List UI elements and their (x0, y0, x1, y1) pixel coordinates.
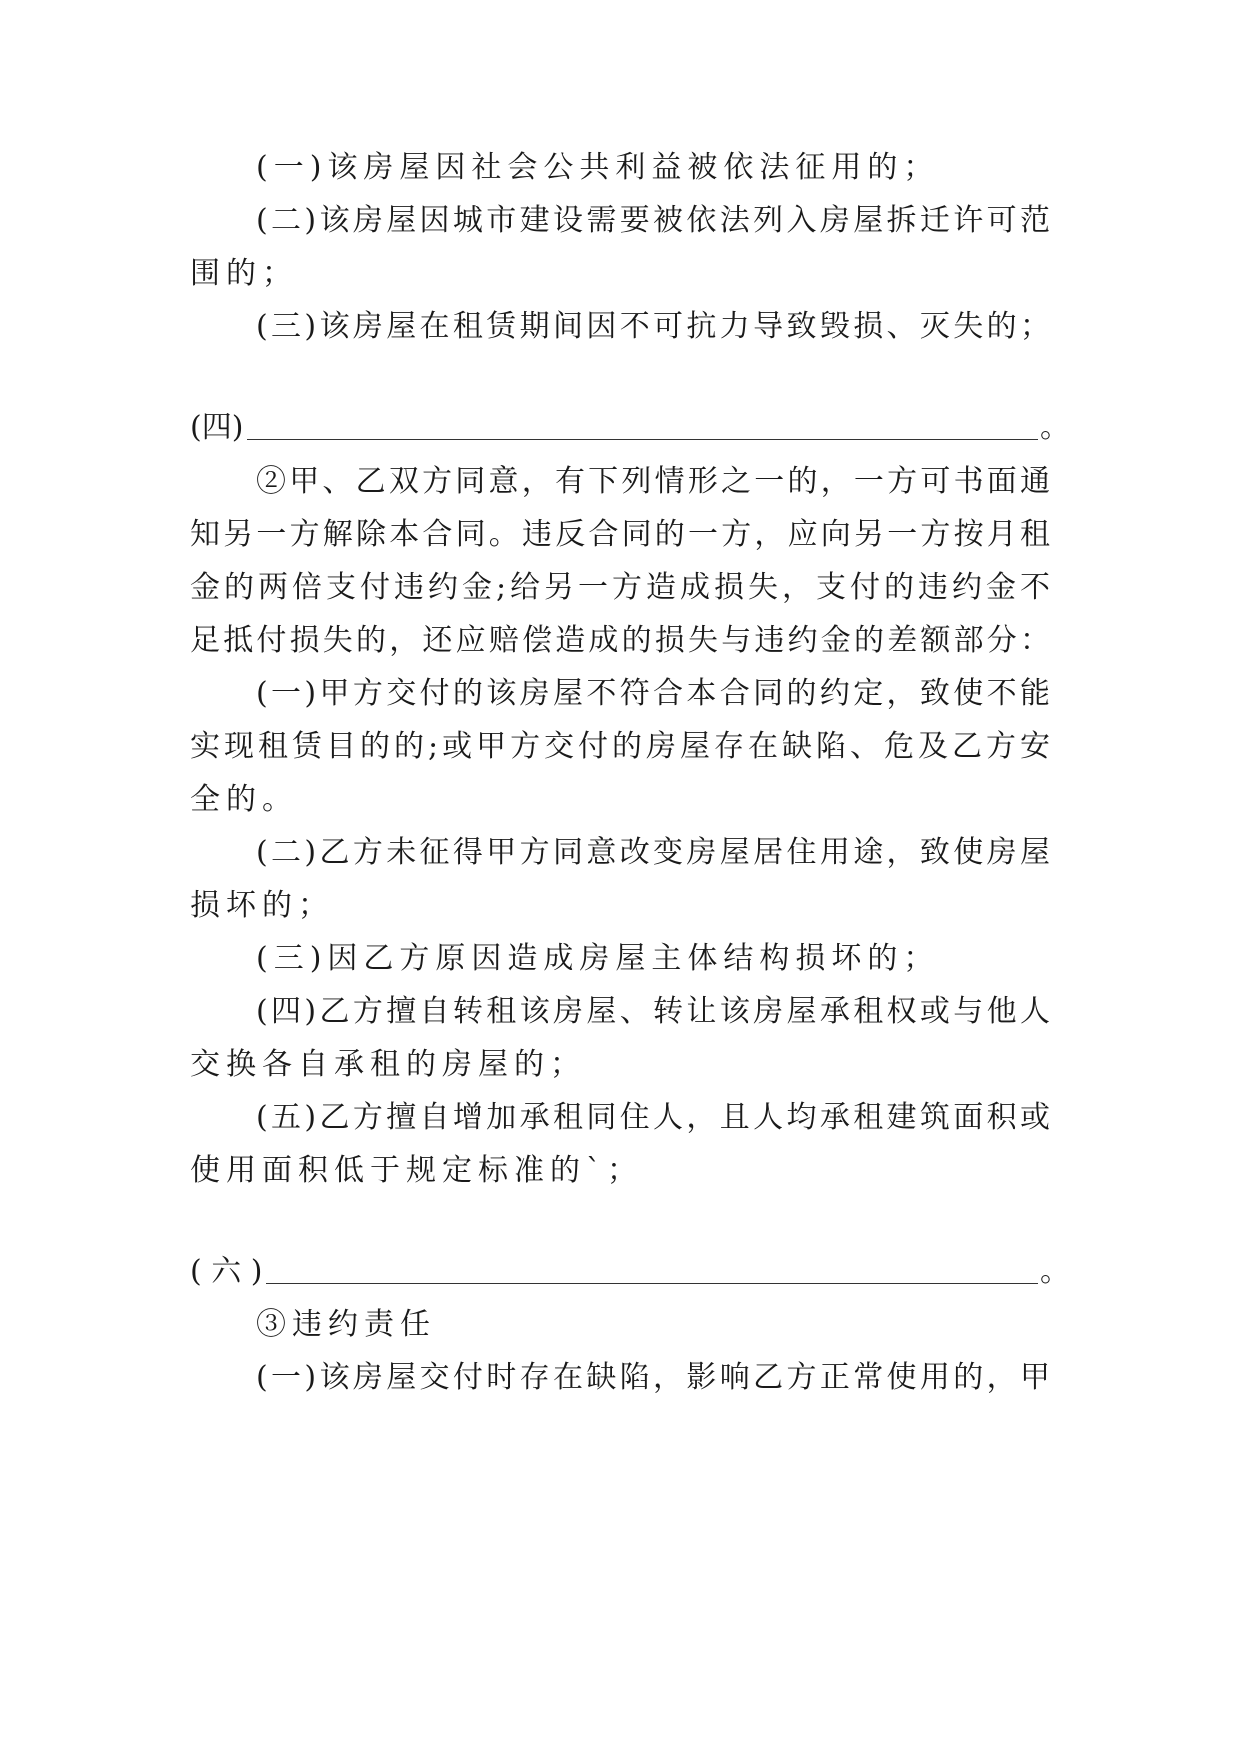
blank-end-mark: 。 (1040, 410, 1070, 445)
clause-1-2-line-1: (二)该房屋因城市建设需要被依法列入房屋拆迁许可范 (256, 203, 1050, 238)
clause-2-4-line-1: (四)乙方擅自转租该房屋、转让该房屋承租权或与他人 (256, 994, 1050, 1029)
blank-label: (四) (190, 410, 244, 445)
fill-in-rule (266, 1283, 1038, 1284)
fill-in-rule (247, 439, 1038, 440)
clause-2-1-line-2: 实现租赁目的的;或甲方交付的房屋存在缺陷、危及乙方安 (190, 729, 1050, 764)
section-3-heading: ③违约责任 (256, 1307, 436, 1342)
clause-2-5-line-2: 使用面积低于规定标准的`； (190, 1153, 643, 1188)
clause-1-1: (一)该房屋因社会公共利益被依法征用的； (256, 150, 940, 185)
blank-end-mark: 。 (1040, 1254, 1070, 1289)
clause-2-intro-line-4: 足抵付损失的，还应赔偿造成的损失与违约金的差额部分： (190, 623, 1050, 658)
clause-2-intro-line-2: 知另一方解除本合同。违反合同的一方，应向另一方按月租 (190, 517, 1050, 552)
clause-2-1-line-3: 全的。 (190, 782, 298, 817)
clause-3-1-line-1: (一)该房屋交付时存在缺陷，影响乙方正常使用的，甲 (256, 1360, 1050, 1395)
clause-2-6-blank (190, 1252, 1070, 1292)
clause-2-intro-line-3: 金的两倍支付违约金;给另一方造成损失，支付的违约金不 (190, 570, 1050, 605)
clause-1-3: (三)该房屋在租赁期间因不可抗力导致毁损、灭失的； (256, 309, 1050, 344)
clause-2-2-line-2: 损坏的； (190, 888, 334, 923)
clause-2-1-line-1: (一)甲方交付的该房屋不符合本合同的约定，致使不能 (256, 676, 1050, 711)
clause-2-3: (三)因乙方原因造成房屋主体结构损坏的； (256, 941, 940, 976)
clause-2-4-line-2: 交换各自承租的房屋的； (190, 1047, 586, 1082)
blank-label: ( 六 ) (190, 1254, 263, 1289)
clause-2-2-line-1: (二)乙方未征得甲方同意改变房屋居住用途，致使房屋 (256, 835, 1050, 870)
clause-1-4-blank (190, 408, 1070, 448)
clause-1-2-line-2: 围的； (190, 256, 298, 291)
clause-2-5-line-1: (五)乙方擅自增加承租同住人，且人均承租建筑面积或 (256, 1100, 1050, 1135)
clause-2-intro-line-1: ②甲、乙双方同意，有下列情形之一的，一方可书面通 (256, 464, 1050, 499)
